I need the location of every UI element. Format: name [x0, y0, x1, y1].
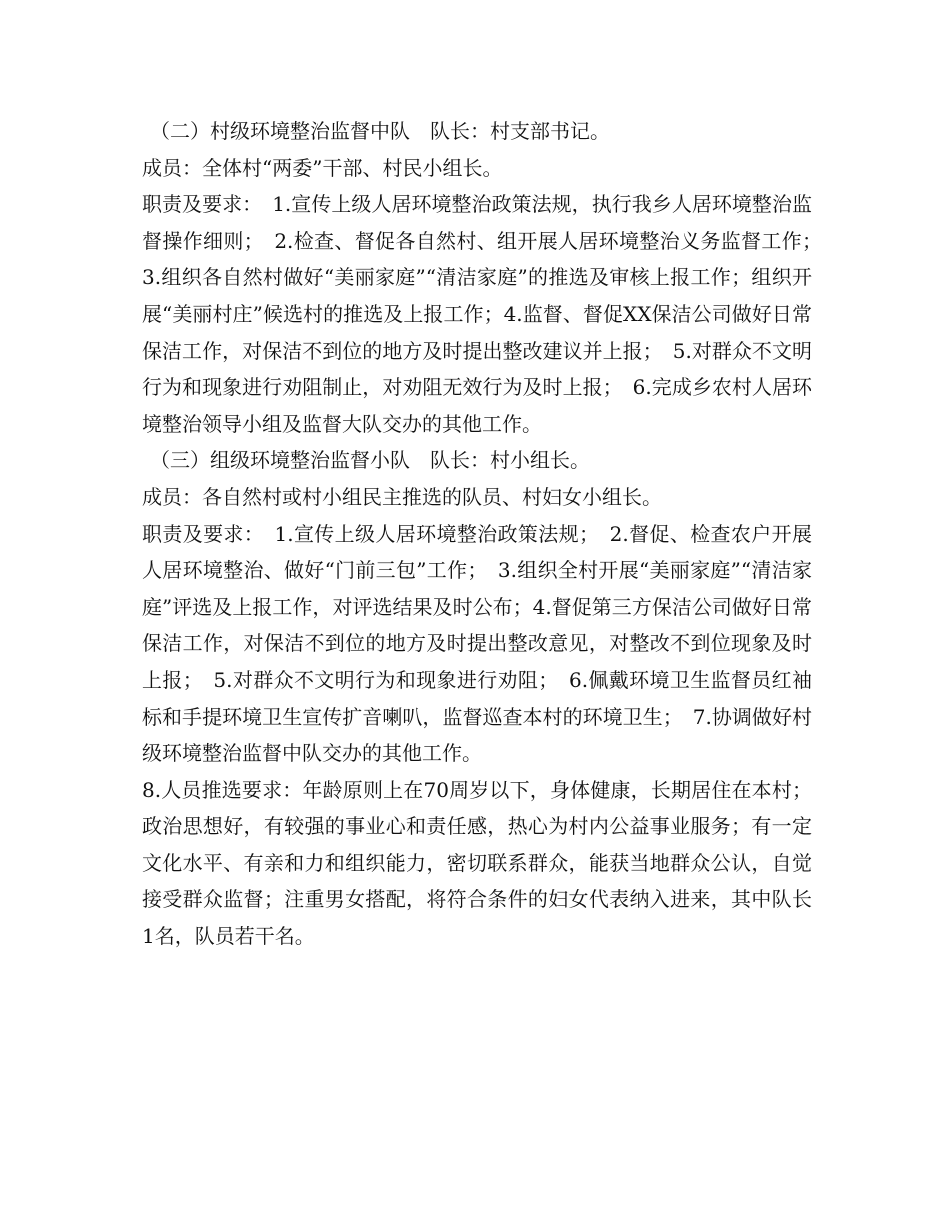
section-3-members: 成员：各自然村或村小组民主推选的队员、村妇女小组长。	[142, 484, 662, 509]
section-2-members: 成员：全体村“两委”干部、村民小组长。	[142, 155, 503, 180]
section-3-duties: 职责及要求： 1.宣传上级人居环境整治政策法规； 2.督促、检查农户开展人居环境整治、做好“门前三包”工作； 3.组织全村开展“美丽家庭”“清洁家庭”评选及上报工作，对评选结果及时公布；4.督促第三方保洁公司做好日常保洁工作，对保洁不到位的地方及时提出整改意见，对整改不到位现象及时上报； 5.对群众不文明行为和现象进行劝阻； 6.佩戴环境卫生监督员红袖标和手提环境卫生宣传扩音喇叭，监督巡查本村的环境卫生； 7.协调做好村级环境整治监督中队交办的其他工作。	[142, 521, 812, 766]
section-2-duties: 职责及要求： 1.宣传上级人居环境整治政策法规，执行我乡人居环境整治监督操作细则； 2.检查、督促各自然村、组开展人居环境整治义务监督工作； 3.组织各自然村做好“美丽家庭”“清洁家庭”的推选及审核上报工作；组织开展“美丽村庄”候选村的推选及上报工作；4.监督、督促XX保洁公司做好日常保洁工作，对保洁不到位的地方及时提出整改建议并上报； 5.对群众不文明行为和现象进行劝阻制止，对劝阻无效行为及时上报； 6.完成乡农村人居环境整治领导小组及监督大队交办的其他工作。	[142, 192, 832, 436]
personnel-requirements: 8.人员推选要求：年龄原则上在70周岁以下，身体健康，长期居住在本村；政治思想好，有较强的事业心和责任感，热心为村内公益事业服务；有一定文化水平、有亲和力和组织能力，密切联系群众，能获当地群众公认，自觉接受群众监督；注重男女搭配，将符合条件的妇女代表纳入进来，其中队长1名，队员若干名。	[142, 777, 812, 949]
document-body	[140, 113, 832, 955]
section-3-heading: （三）组级环境整治监督小队 队长：村小组长。	[150, 448, 590, 473]
section-2-heading: （二）村级环境整治监督中队 队长：村支部书记。	[150, 119, 610, 143]
